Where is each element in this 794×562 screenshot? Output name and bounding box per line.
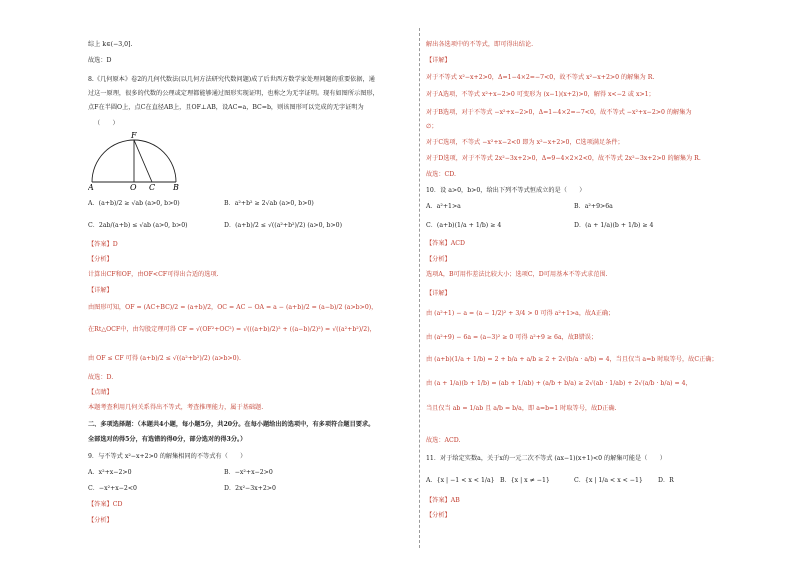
label-a: A bbox=[88, 183, 94, 192]
q8-detail-line1: 由图形可知，OF = (AC+BC)/2 = (a+b)/2，OC = AC − OA = a − (a+b)/2 = (a−b)/2 (a>b>0)， bbox=[88, 304, 378, 311]
q10-option-b: B．a²+9>6a bbox=[574, 203, 613, 210]
q9-option-c: C．−x²+x−2<0 bbox=[88, 485, 137, 492]
q8-stem-line1: 8.《几何原本》卷2的几何代数法(以几何方法研究代数问题)成了后世西方数学家处理问题的重要依据，通 bbox=[88, 76, 375, 83]
q8-answer: 【答案】D bbox=[88, 241, 118, 248]
q8-analysis: 计算出CF和OF，由OF<CF可得出合适的选项. bbox=[88, 271, 219, 278]
q9-option-b: B．−x²+x−2>0 bbox=[224, 469, 273, 476]
q8-detail-line3: 由 OF ≤ CF 可得 (a+b)/2 ≤ √((a²+b²)/2) (a>b>0). bbox=[88, 355, 241, 362]
q8-option-b: B．a²+b² ≥ 2√ab (a>0, b>0) bbox=[224, 200, 314, 207]
label-f: F bbox=[131, 132, 137, 140]
q8-option-a: A．(a+b)/2 ≥ √ab (a>0, b>0) bbox=[88, 200, 180, 207]
q11-stem: 11．对于给定实数a，关于x的一元二次不等式 (ax−1)(x+1)<0 的解集可能是（ ） bbox=[426, 455, 666, 462]
section2-heading-line2: 全部选对的得5分，有选错的得0分，部分选对的得3分。） bbox=[88, 436, 247, 443]
q10-detail-heading: 【详解】 bbox=[426, 290, 451, 297]
q8-stem-line2: 过这一原理，很多的代数的公理或定理都能够通过图形实现证明，也称之为无字证明。现有如图所示图形， bbox=[88, 90, 379, 97]
q10-detail-line1: 由 (a²+1) − a = (a − 1/2)² + 3/4 > 0 可得 a²+1>a，故A正确； bbox=[426, 310, 615, 317]
q8-comment-heading: 【点睛】 bbox=[88, 389, 113, 396]
section2-heading-line1: 二、多项选择题：（本题共4小题，每小题5分，共20分。在每小题给出的选项中，有多项符合题目要求。 bbox=[88, 421, 375, 428]
prev-answer: 故选：D bbox=[88, 57, 112, 64]
q9-detail-line3: 对于B选项，对于不等式 −x²+x−2>0，Δ=1−4×2=−7<0，故不等式 −x²+x−2>0 的解集为 bbox=[426, 109, 692, 116]
q9-analysis-text: 解出各选项中的不等式，即可得出结论. bbox=[426, 41, 534, 48]
q11-answer: 【答案】AB bbox=[426, 497, 460, 504]
q11-option-d: D．R bbox=[658, 477, 674, 484]
q9-stem: 9．与不等式 x²−x+2>0 的解集相同的不等式有（ ） bbox=[88, 453, 247, 460]
q10-detail-line4: 由 (a + 1/a)(b + 1/b) = (ab + 1/ab) + (a/b + b/a) ≥ 2√(ab · 1/ab) + 2√(a/b · b/a) = 4， bbox=[426, 380, 692, 387]
q11-analysis-heading: 【分析】 bbox=[426, 512, 451, 519]
label-c: C bbox=[149, 183, 156, 192]
q9-detail-heading: 【详解】 bbox=[426, 57, 451, 64]
q10-answer: 【答案】ACD bbox=[426, 240, 465, 247]
q8-detail-line4: 故选：D. bbox=[88, 374, 114, 381]
q8-detail-heading: 【详解】 bbox=[88, 287, 113, 294]
q8-comment: 本题考查利用几何关系得出不等式，考查推理能力，属于基础题. bbox=[88, 404, 264, 411]
q8-detail-line2: 在Rt△OCF中，由勾股定理可得 CF = √(OF²+OC²) = √(((a+b)/2)² + ((a−b)/2)²) = √((a²+b²)/2)， bbox=[88, 326, 376, 333]
q10-option-d: D．(a + 1/a)(b + 1/b) ≥ 4 bbox=[574, 222, 654, 229]
label-b: B bbox=[173, 183, 179, 192]
q8-analysis-heading: 【分析】 bbox=[88, 256, 113, 263]
q8-semicircle-figure bbox=[88, 132, 184, 192]
left-column bbox=[88, 0, 418, 562]
q8-paren: （ ） bbox=[94, 120, 119, 127]
right-column bbox=[426, 0, 726, 562]
q9-detail-line4: 对于C选项，不等式 −x²+x−2<0 即为 x²−x+2>0，C选项满足条件； bbox=[426, 139, 624, 146]
segment-fc bbox=[134, 140, 152, 182]
column-divider bbox=[419, 28, 420, 548]
q10-stem: 10．设 a>0，b>0，给出下列不等式恒成立的是（ ） bbox=[426, 187, 586, 194]
q8-option-c: C．2ab/(a+b) ≤ √ab (a>0, b>0) bbox=[88, 222, 188, 229]
q10-detail-line2: 由 (a²+9) − 6a = (a−3)² ≥ 0 可得 a²+9 ≥ 6a，故B错误； bbox=[426, 334, 598, 341]
q9-detail-line5: 对于D选项，对于不等式 2x²−3x+2>0，Δ=9−4×2×2<0，故不等式 2x²−3x+2>0 的解集为 R. bbox=[426, 155, 701, 162]
q9-detail-line6: 故选：CD. bbox=[426, 171, 457, 178]
q9-answer: 【答案】CD bbox=[88, 501, 123, 508]
q11-option-b: B．{x | x ≠ −1} bbox=[500, 477, 550, 484]
q9-option-d: D．2x²−3x+2>0 bbox=[224, 485, 276, 492]
q10-option-a: A．a²+1>a bbox=[426, 203, 461, 210]
q10-option-c: C．(a+b)(1/a + 1/b) ≥ 4 bbox=[426, 222, 502, 229]
q9-detail-line3b: ∅； bbox=[426, 123, 438, 130]
q9-option-a: A．x²+x−2>0 bbox=[88, 469, 132, 476]
q8-stem-line3: 点F在半圆O上，点C在直径AB上，且OF⊥AB，设AC=a，BC=b，则该图形可以完成的无字证明为 bbox=[88, 104, 364, 111]
q10-analysis: 选项A，B可用作差法比较大小；选项C，D可用基本不等式求范围. bbox=[426, 271, 608, 278]
q10-detail-line5: 当且仅当 ab = 1/ab 且 a/b = b/a，即 a=b=1 时取等号，故D正确. bbox=[426, 405, 617, 412]
q10-analysis-heading: 【分析】 bbox=[426, 256, 451, 263]
q9-analysis-heading: 【分析】 bbox=[88, 517, 113, 524]
q8-option-d: D．(a+b)/2 ≤ √((a²+b²)/2) (a>0, b>0) bbox=[224, 222, 342, 229]
q10-detail-line3: 由 (a+b)(1/a + 1/b) = 2 + b/a + a/b ≥ 2 + 2√(b/a · a/b) = 4，当且仅当 a=b 时取等号，故C正确； bbox=[426, 356, 718, 363]
q11-option-a: A．{x | −1 < x < 1/a} bbox=[426, 477, 495, 484]
label-o: O bbox=[130, 183, 137, 192]
q9-detail-line1: 对于不等式 x²−x+2>0，Δ=1−4×2=−7<0，故不等式 x²−x+2>0 的解集为 R. bbox=[426, 74, 655, 81]
q11-option-c: C．{x | 1/a < x < −1} bbox=[574, 477, 643, 484]
q9-detail-line2: 对于A选项，不等式 x²+x−2>0 可变形为 (x−1)(x+2)>0，解得 x<−2 或 x>1； bbox=[426, 91, 655, 98]
prev-conclusion: 综上 k∈(−3,0]. bbox=[88, 41, 133, 48]
q10-detail-line6: 故选：ACD. bbox=[426, 437, 461, 444]
